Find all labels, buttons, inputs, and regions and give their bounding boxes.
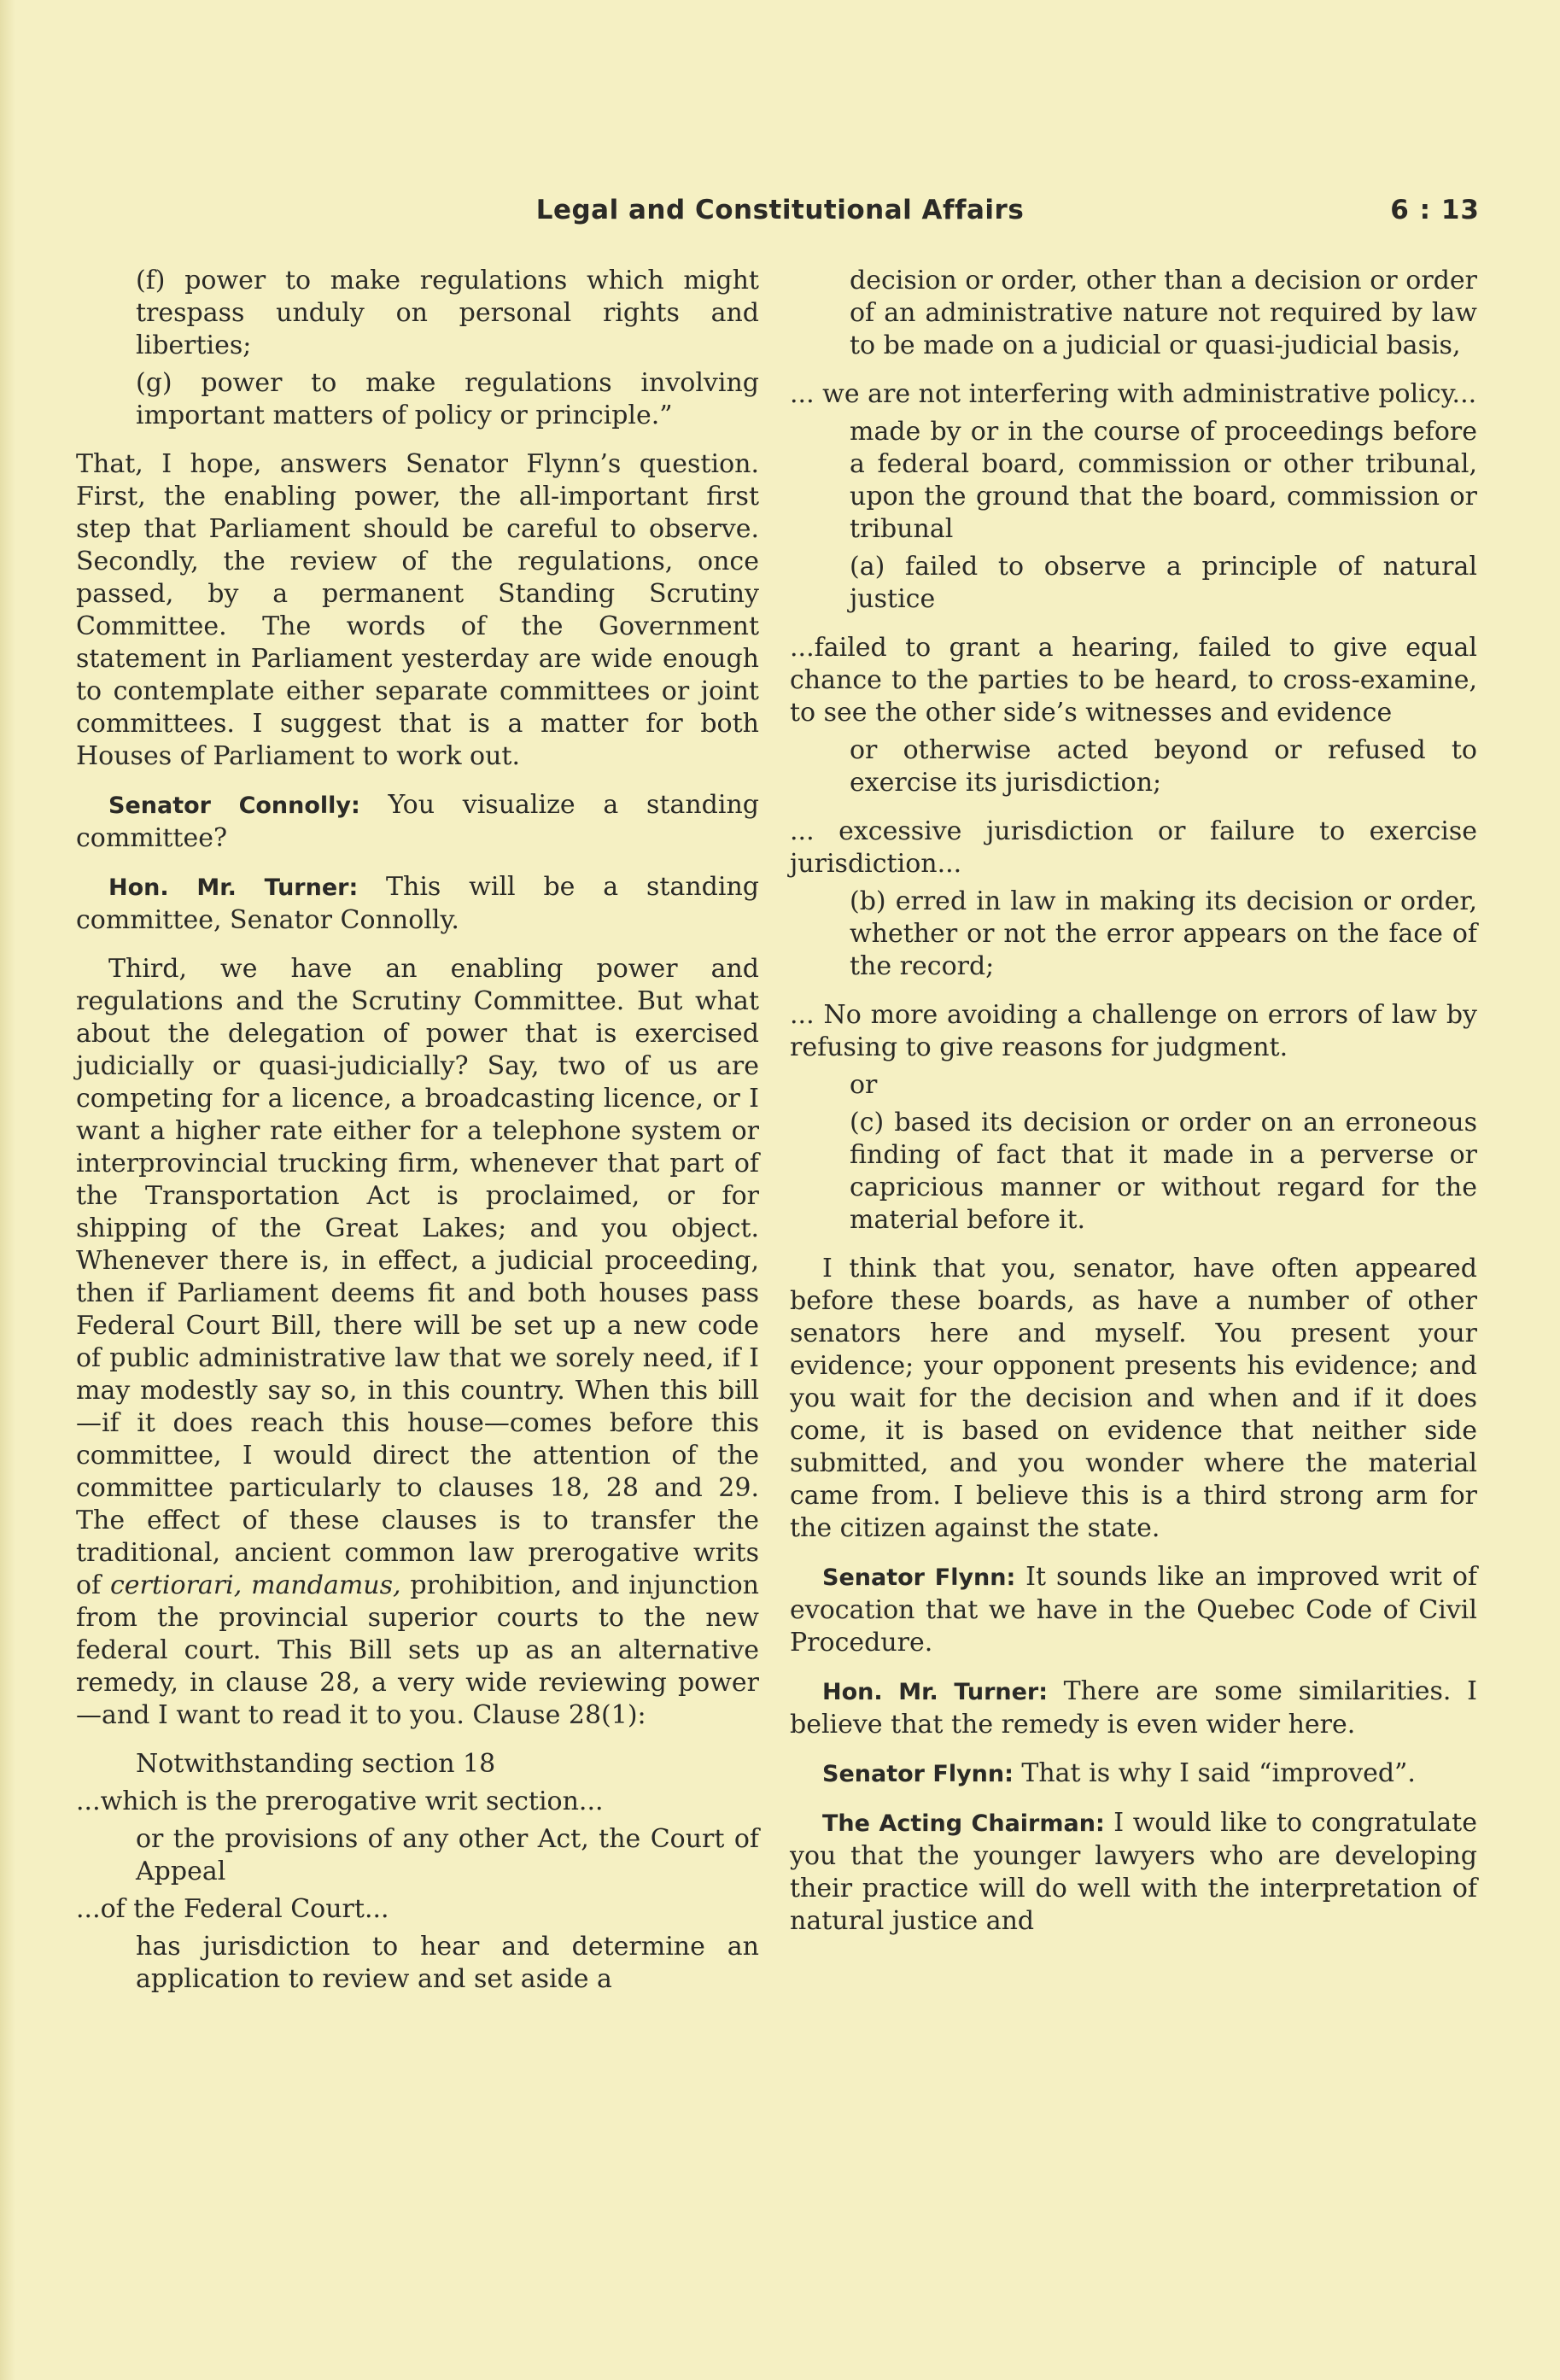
exchange-turner-2 bbox=[790, 1675, 1477, 1741]
speech-turner-1: This will be a standing committee, Senator Connolly. bbox=[76, 872, 759, 935]
paragraph-third-point bbox=[76, 953, 759, 1732]
running-header-title: Legal and Constitutional Affairs bbox=[535, 195, 1025, 225]
page-edge bbox=[0, 0, 15, 2380]
quote-proceedings: made by or in the course of proceedings before a federal board, commission or other tribunal, upon the ground that the board, commission or tribunal bbox=[850, 417, 1477, 544]
speech-acting-chairman: I would like to congratulate you that the younger lawyers who are developing their practice will do well with the interpretation of natural justice and bbox=[790, 1808, 1477, 1936]
right-column bbox=[790, 265, 1477, 1954]
speech-connolly: You visualize a standing committee? bbox=[76, 790, 760, 853]
speaker-flynn: Senator Flynn: bbox=[822, 1761, 1014, 1787]
aside-federal-court: ...of the Federal Court... bbox=[76, 1894, 389, 1924]
aside-administrative-policy: ... we are not interfering with administrative policy... bbox=[790, 379, 1477, 409]
speaker-connolly: Senator Connolly: bbox=[108, 792, 360, 819]
exchange-acting-chairman bbox=[790, 1807, 1477, 1938]
paragraph-boards: I think that you, senator, have often appeared before these boards, as have a number of other senators here and myself. You present your evidence; your opponent presents his evidence; and you wait for the decision and when and if it does come, it is based on evidence that neither side submitted, and you wonder where the material came from. I believe this is a third strong arm for the citizen against the state. bbox=[790, 1254, 1477, 1543]
speech-turner-2: There are some similarities. I believe that the remedy is even wider here. bbox=[790, 1676, 1477, 1740]
left-column bbox=[76, 265, 759, 2001]
paragraph-third-point-b: prohibition, and injunction from the provincial superior courts to the new federal court. This Bill sets up as an alternative remedy, in clause 28, a very wide reviewing power—and I want to read it to you. Clause 28(1): bbox=[76, 1570, 759, 1730]
speaker-acting-chairman: The Acting Chairman: bbox=[822, 1810, 1105, 1837]
latin-writs: certiorari, mandamus, bbox=[109, 1570, 401, 1600]
quote-acted-beyond: or otherwise acted beyond or refused to exercise its jurisdiction; bbox=[850, 735, 1477, 798]
quote-notwithstanding: Notwithstanding section 18 bbox=[136, 1749, 496, 1779]
quote-clause-a: (a) failed to observe a principle of natural justice bbox=[850, 552, 1477, 614]
quote-or: or bbox=[850, 1070, 878, 1100]
speech-flynn-1: It sounds like an improved writ of evocation that we have in the Quebec Code of Civil Procedure. bbox=[790, 1562, 1477, 1658]
quote-clause-c: (c) based its decision or order on an erroneous finding of fact that it made in a perverse or capricious manner or without regard for the material before it. bbox=[850, 1108, 1477, 1235]
speaker-turner: Hon. Mr. Turner: bbox=[822, 1679, 1049, 1705]
exchange-connolly bbox=[76, 789, 759, 855]
exchange-turner-1 bbox=[76, 871, 759, 937]
page-number: 6 : 13 bbox=[1390, 195, 1480, 225]
paragraph-third-point-a: Third, we have an enabling power and regulations and the Scrutiny Committee. But what about the delegation of power that is exercised judicially or quasi-judicially? Say, two of us are competing for a licence, a broadcasting licence, or I want a higher rate either for a telephone system or interprovincial trucking firm, whenever that part of the Transportation Act is proclaimed, or for shipping of the Great Lakes; and you object. Whenever there is, in effect, a judicial proceeding, then if Parliament deems fit and both houses pass Federal Court Bill, there will be set up a new code of public administrative law that we sorely need, if I may modestly say so, in this country. When this bill—if it does reach this house—comes before this committee, I would direct the attention of the committee particularly to clauses 18, 28 and 29. The effect of these clauses is to transfer the traditional, ancient common law prerogative writs of bbox=[76, 954, 759, 1600]
quote-court-of-appeal: or the provisions of any other Act, the Court of Appeal bbox=[136, 1824, 759, 1886]
exchange-flynn-2 bbox=[790, 1757, 1477, 1791]
speaker-flynn: Senator Flynn: bbox=[822, 1564, 1016, 1591]
quote-clause-g: (g) power to make regulations involving important matters of policy or principle.” bbox=[136, 368, 759, 430]
quote-jurisdiction: has jurisdiction to hear and determine an application to review and set aside a bbox=[136, 1932, 759, 1994]
quote-clause-b: (b) erred in law in making its decision or order, whether or not the error appears on the face of the record; bbox=[850, 886, 1477, 981]
aside-excessive-jurisdiction: ... excessive jurisdiction or failure to exercise jurisdiction... bbox=[790, 816, 1477, 879]
exchange-flynn-1 bbox=[790, 1561, 1477, 1659]
speaker-turner: Hon. Mr. Turner: bbox=[108, 874, 359, 901]
paragraph-turner-answer: That, I hope, answers Senator Flynn’s question. First, the enabling power, the all-important first step that Parliament should be careful to observe. Secondly, the review of the regulations, once passed, by a permanent Standing Scrutiny Committee. The words of the Government statement in Parliament yesterday are wide enough to contemplate either separate committees or joint committees. I suggest that is a matter for both Houses of Parliament to work out. bbox=[76, 449, 759, 771]
speech-flynn-2: That is why I said “improved”. bbox=[1021, 1758, 1416, 1788]
aside-errors-of-law: ... No more avoiding a challenge on errors of law by refusing to give reasons for judgment. bbox=[790, 1000, 1477, 1062]
aside-prerogative: ...which is the prerogative writ section... bbox=[76, 1786, 604, 1816]
quote-decision-or-order: decision or order, other than a decision or order of an administrative nature not required by law to be made on a judicial or quasi-judicial basis, bbox=[850, 266, 1477, 360]
aside-hearing: ...failed to grant a hearing, failed to give equal chance to the parties to be heard, to cross-examine, to see the other side’s witnesses and evidence bbox=[790, 633, 1477, 728]
quote-clause-f: (f) power to make regulations which might trespass unduly on personal rights and liberties; bbox=[136, 266, 759, 360]
